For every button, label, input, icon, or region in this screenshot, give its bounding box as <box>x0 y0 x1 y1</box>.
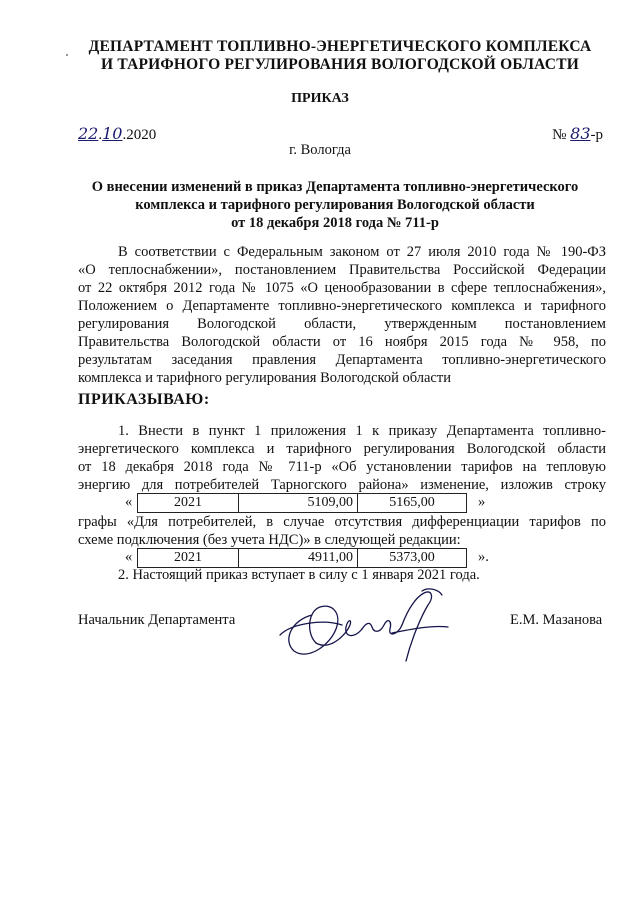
table-cell-year: 2021 <box>138 494 239 513</box>
item2-text: 2. Настоящий приказ вступает в силу с 1 января 2021 года. <box>118 567 480 583</box>
table-row <box>138 494 467 513</box>
number-suffix: -р <box>590 127 603 143</box>
item1-cont-line: графы «Для потребителей, в случае отсутствия дифференциации тарифов по <box>78 514 606 530</box>
tariff-table-new <box>137 548 467 568</box>
date-separator: . <box>98 127 103 143</box>
preamble-line: комплекса и тарифного регулирования Вологодской области <box>78 370 451 386</box>
handwritten-signature <box>272 585 452 667</box>
order-keyword: ПРИКАЗЫВАЮ: <box>78 391 210 408</box>
item1-cont-line: схеме подключения (без учета НДС)» в следующей редакции: <box>78 532 461 548</box>
table-new-open-quote: « <box>125 549 133 565</box>
department-header-line-1: ДЕПАРТАМЕНТ ТОПЛИВНО-ЭНЕРГЕТИЧЕСКОГО КОМПЛЕКСА <box>88 38 592 55</box>
number-value: 83 <box>570 124 591 143</box>
table-cell-value: 5373,00 <box>358 549 467 568</box>
table-cell-value: 5165,00 <box>358 494 467 513</box>
preamble-line: Положением о Департаменте топливно-энергетического комплекса и тарифного <box>78 298 606 314</box>
preamble-line: «О теплоснабжении», постановлением Правительства Российской Федерации <box>78 262 606 278</box>
item1-line: энергию для потребителей Тарногского района» изменение, изложив строку <box>78 477 606 493</box>
date-day: 22 <box>78 124 99 143</box>
subject-line-1: О внесении изменений в приказ Департамента топливно-энергетического <box>91 179 579 195</box>
subject-line-3: от 18 декабря 2018 года № 711-р <box>231 215 439 231</box>
item1-line: 1. Внести в пункт 1 приложения 1 к приказу Департамента топливно- <box>118 423 606 439</box>
table-row <box>138 549 467 568</box>
preamble-line: В соответствии с Федеральным законом от 27 июля 2010 года № 190-ФЗ <box>118 244 606 260</box>
subject-line-2: комплекса и тарифного регулирования Вологодской области <box>135 197 535 213</box>
date-month: 10 <box>102 124 123 143</box>
table-old-open-quote: « <box>125 494 133 510</box>
order-date <box>78 124 156 144</box>
city: г. Вологда <box>289 142 351 158</box>
item1-line: энергетического комплекса и тарифного регулирования Вологодской области <box>78 441 606 457</box>
date-year: .2020 <box>122 127 157 143</box>
table-cell-year: 2021 <box>138 549 239 568</box>
table-old-close-quote: » <box>478 494 486 510</box>
department-header-line-2: И ТАРИФНОГО РЕГУЛИРОВАНИЯ ВОЛОГОДСКОЙ ОБЛАСТИ <box>101 56 579 73</box>
preamble-line: Правительства Вологодской области от 16 ноября 2015 года № 958, по <box>78 334 606 350</box>
signer-name: Е.М. Мазанова <box>510 612 603 628</box>
table-new-close-quote: ». <box>478 549 489 565</box>
preamble-line: результатам заседания правления Департамента топливно-энергетического <box>78 352 606 368</box>
item1-line: от 18 декабря 2018 года № 711-р «Об установлении тарифов на тепловую <box>78 459 606 475</box>
preamble-line: от 22 октября 2012 года № 1075 «О ценообразовании в сфере теплоснабжения», <box>78 280 606 296</box>
preamble-line: регулирования Вологодской области, утвержденным постановлением <box>78 316 606 332</box>
table-cell-value: 5109,00 <box>239 494 358 513</box>
table-cell-value: 4911,00 <box>239 549 358 568</box>
document-type: ПРИКАЗ <box>291 91 349 106</box>
number-prefix: № <box>552 127 567 143</box>
order-number <box>552 124 603 144</box>
signer-role: Начальник Департамента <box>78 612 236 628</box>
tariff-table-old <box>137 493 467 513</box>
